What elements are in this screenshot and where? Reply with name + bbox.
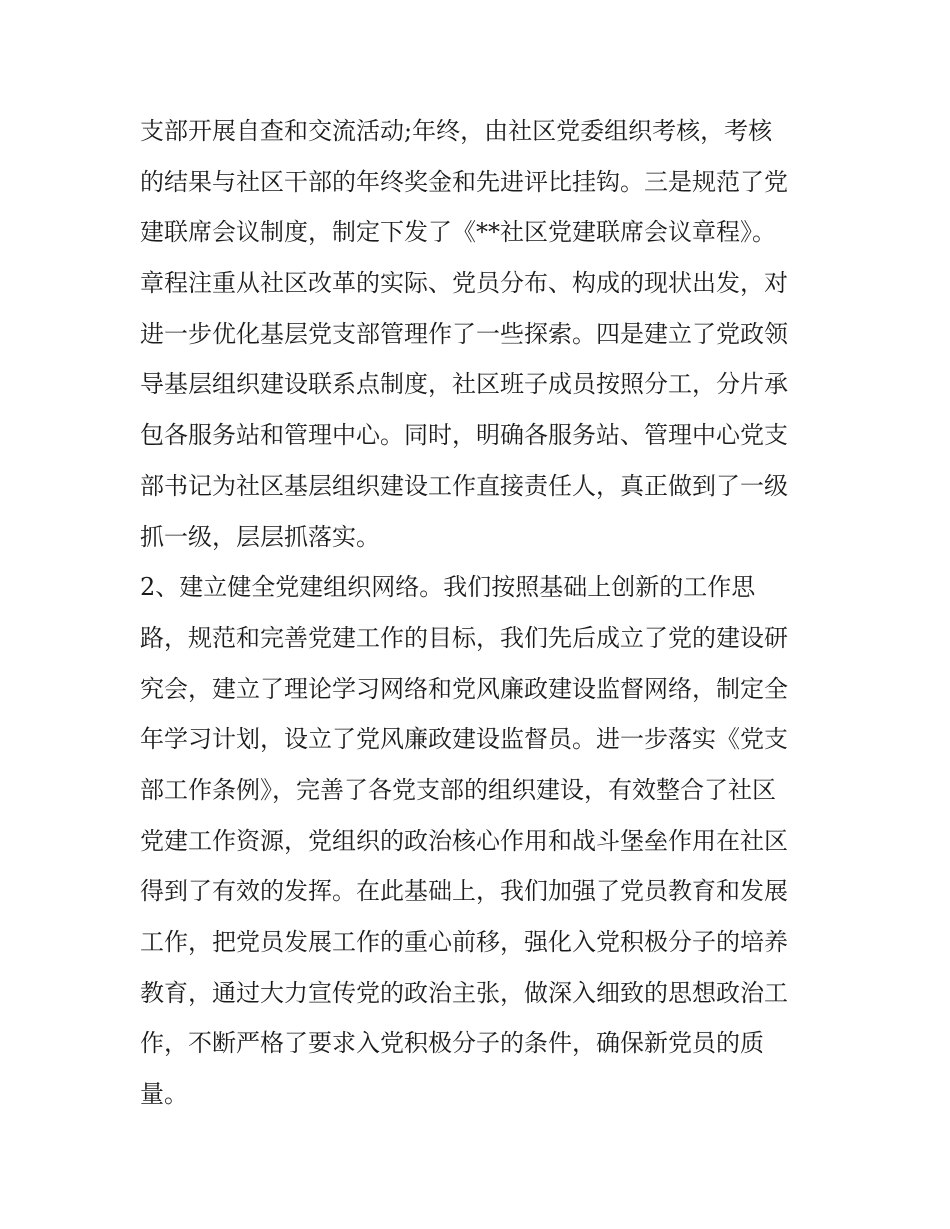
text-line: 部工作条例》，完善了各党支部的组织建设，有效整合了社区 bbox=[140, 775, 776, 804]
text-line: 作，不断严格了要求入党积极分子的条件，确保新党员的质 bbox=[140, 1029, 764, 1058]
text-line: 支部开展自查和交流活动;年终，由社区党委组织考核，考核 bbox=[140, 117, 773, 145]
text-line: 导基层组织建设联系点制度，社区班子成员按照分工，分片承 bbox=[140, 370, 788, 399]
text-line: 得到了有效的发挥。在此基础上，我们加强了党员教育和发展 bbox=[140, 877, 788, 906]
text-line: 进一步优化基层党支部管理作了一些探索。四是建立了党政领 bbox=[140, 319, 788, 348]
document-body bbox=[140, 106, 820, 1120]
text-line: 究会，建立了理论学习网络和党风廉政建设监督网络，制定全 bbox=[140, 674, 788, 703]
text-line: 的结果与社区干部的年终奖金和先进评比挂钩。三是规范了党 bbox=[140, 167, 788, 196]
text-line: 党建工作资源，党组织的政治核心作用和战斗堡垒作用在社区 bbox=[140, 826, 788, 855]
text-line: 工作，把党员发展工作的重心前移，强化入党积极分子的培养 bbox=[140, 928, 788, 956]
text-line: 建联席会议制度，制定下发了《**社区党建联席会议章程》。 bbox=[140, 218, 776, 247]
text-line: 量。 bbox=[140, 1080, 188, 1109]
text-line: 部书记为社区基层组织建设工作直接责任人，真正做到了一级 bbox=[140, 471, 788, 500]
text-line: 包各服务站和管理中心。同时，明确各服务站、管理中心党支 bbox=[140, 421, 788, 450]
text-line: 抓一级，层层抓落实。 bbox=[140, 522, 380, 551]
text-line: 路，规范和完善党建工作的目标，我们先后成立了党的建设研 bbox=[140, 623, 788, 652]
text-line: 2、建立健全党建组织网络。我们按照基础上创新的工作思 bbox=[140, 573, 756, 602]
text-line: 章程注重从社区改革的实际、党员分布、构成的现状出发，对 bbox=[140, 269, 788, 298]
text-line: 教育，通过大力宣传党的政治主张，做深入细致的思想政治工 bbox=[140, 978, 788, 1007]
text-line: 年学习计划，设立了党风廉政建设监督员。进一步落实《党支 bbox=[140, 725, 788, 754]
